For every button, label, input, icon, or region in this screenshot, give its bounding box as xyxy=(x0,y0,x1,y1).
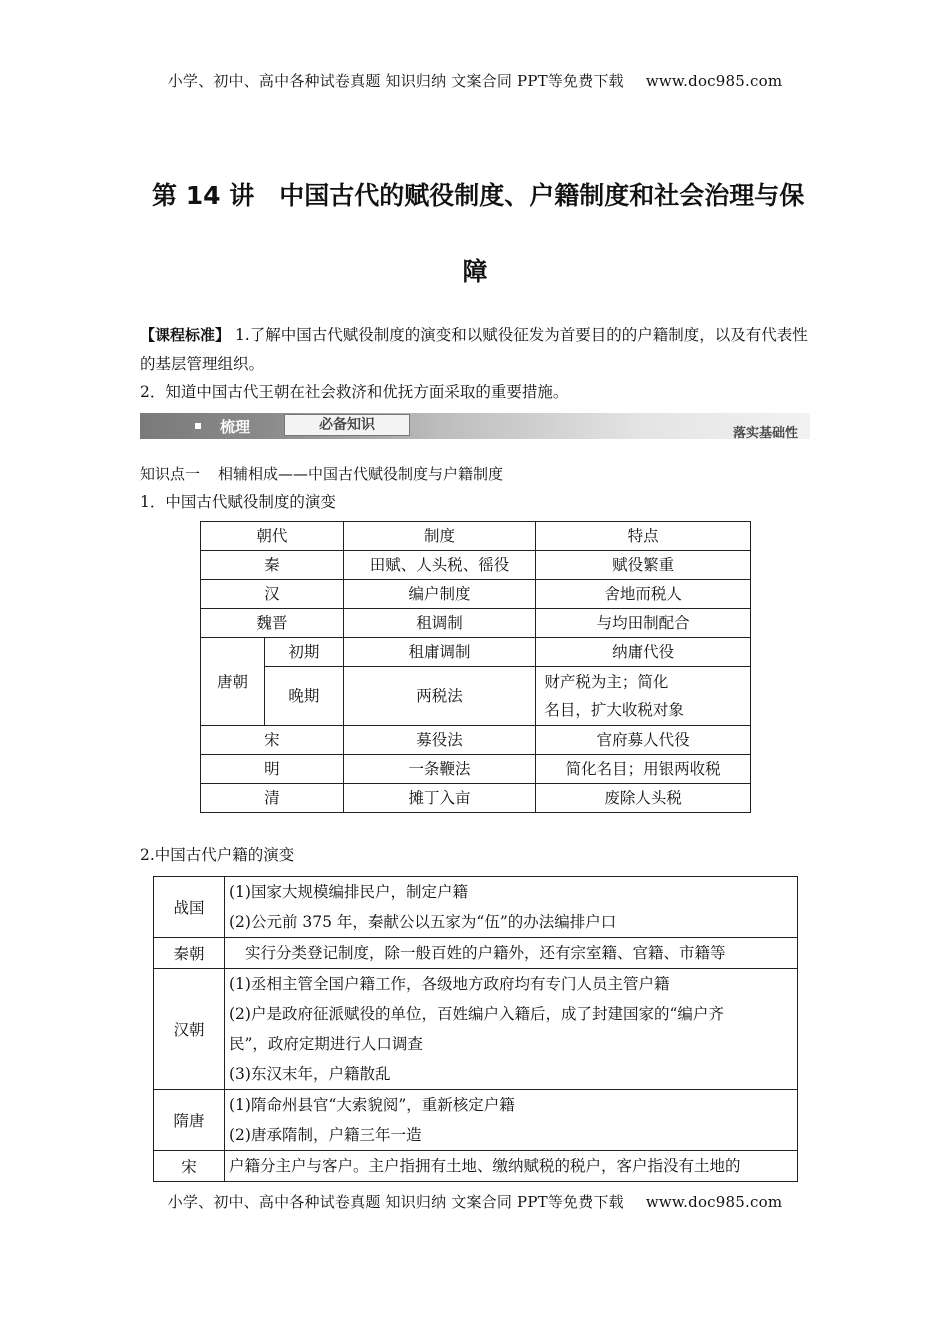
cell-feature: 纳庸代役 xyxy=(536,638,751,667)
table-row xyxy=(201,609,751,638)
knowledge-point-prefix: 知识点一 xyxy=(140,465,201,483)
content-line: (1)国家大规模编排民户，制定户籍 xyxy=(229,883,468,901)
tax-system-table xyxy=(200,521,751,813)
cell-content xyxy=(225,969,798,1090)
cell-content xyxy=(225,938,798,969)
table-header-row xyxy=(201,522,751,551)
standard-label: 【课程标准】 xyxy=(140,326,231,344)
cell-content xyxy=(225,877,798,938)
cell-content xyxy=(225,1151,798,1182)
cell-system: 租庸调制 xyxy=(343,638,536,667)
lesson-title: 第 14 讲 中国古代的赋役制度、户籍制度和社会治理与保 xyxy=(152,181,805,210)
content-line: (1)隋命州县官“大索貌阅”，重新核定户籍 xyxy=(229,1096,515,1114)
content-line: 户籍分主户与客户。主户指拥有土地、缴纳赋税的税户，客户指没有土地的 xyxy=(229,1157,741,1175)
header-system: 制度 xyxy=(343,522,536,551)
standard-item-1: 1.了解中国古代赋役制度的演变和以赋役征发为首要目的的户籍制度，以及有代表性的基层管理组织。 xyxy=(140,326,808,373)
content-line: (1)丞相主管全国户籍工作，各级地方政府均有专门人员主管户籍 xyxy=(229,975,670,993)
table-row xyxy=(154,1090,798,1151)
feature-line-2: 名目，扩大收税对象 xyxy=(544,701,684,719)
page-header xyxy=(0,70,950,91)
cell-system: 租调制 xyxy=(343,609,536,638)
table-row xyxy=(154,1151,798,1182)
table-row xyxy=(201,667,751,726)
table-row xyxy=(154,877,798,938)
cell-system: 一条鞭法 xyxy=(343,755,536,784)
footer-url[interactable]: www.doc985.com xyxy=(645,1193,783,1211)
cell-system: 募役法 xyxy=(343,726,536,755)
header-feature: 特点 xyxy=(536,522,751,551)
banner-right-text: 落实基础性 xyxy=(732,426,798,441)
cell-system: 两税法 xyxy=(343,667,536,726)
standard-item-2: 2．知道中国古代王朝在社会救济和优抚方面采取的重要措施。 xyxy=(140,383,569,401)
cell-era: 隋唐 xyxy=(154,1090,225,1151)
cell-era: 战国 xyxy=(154,877,225,938)
household-registry-table xyxy=(153,876,798,1182)
content-line: (2)唐承隋制，户籍三年一造 xyxy=(229,1126,422,1144)
content-line: 实行分类登记制度，除一般百姓的户籍外，还有宗室籍、官籍、市籍等 xyxy=(245,944,726,962)
content-line: (3)东汉末年，户籍散乱 xyxy=(229,1065,391,1083)
cell-era: 宋 xyxy=(154,1151,225,1182)
table-row xyxy=(201,638,751,667)
cell-system: 编户制度 xyxy=(343,580,536,609)
header-dynasty: 朝代 xyxy=(201,522,344,551)
section-1-title: 1．中国古代赋役制度的演变 xyxy=(140,493,336,511)
cell-dynasty: 宋 xyxy=(201,726,344,755)
cell-feature: 废除人头税 xyxy=(536,784,751,813)
page-footer xyxy=(0,1191,950,1212)
knowledge-point-title: 相辅相成——中国古代赋役制度与户籍制度 xyxy=(218,465,504,483)
table-row xyxy=(154,938,798,969)
table-row xyxy=(201,726,751,755)
cell-period: 初期 xyxy=(264,638,343,667)
header-url[interactable]: www.doc985.com xyxy=(645,72,783,90)
cell-dynasty: 明 xyxy=(201,755,344,784)
cell-feature: 赋役繁重 xyxy=(536,551,751,580)
cell-feature xyxy=(536,667,751,726)
cell-era: 汉朝 xyxy=(154,969,225,1090)
cell-dynasty: 秦 xyxy=(201,551,344,580)
banner-box: 必备知识 xyxy=(284,414,410,436)
cell-dynasty: 清 xyxy=(201,784,344,813)
table-row xyxy=(201,580,751,609)
curriculum-standard xyxy=(140,321,812,379)
content-line: (2)户是政府征派赋役的单位，百姓编户入籍后，成了封建国家的“编户齐 xyxy=(229,1005,724,1023)
cell-feature: 简化名目；用银两收税 xyxy=(536,755,751,784)
cell-content xyxy=(225,1090,798,1151)
cell-feature: 与均田制配合 xyxy=(536,609,751,638)
banner-square-icon xyxy=(195,423,201,429)
knowledge-point-heading xyxy=(140,463,503,484)
cell-feature: 舍地而税人 xyxy=(536,580,751,609)
table-row xyxy=(201,551,751,580)
table-row xyxy=(201,784,751,813)
header-text: 小学、初中、高中各种试卷真题 知识归纳 文案合同 PPT等免费下载 xyxy=(167,72,624,90)
cell-dynasty: 唐朝 xyxy=(201,638,265,726)
cell-feature: 官府募人代役 xyxy=(536,726,751,755)
section-2-title: 2.中国古代户籍的演变 xyxy=(140,846,295,864)
cell-system: 摊丁入亩 xyxy=(343,784,536,813)
banner-label: 梳理 xyxy=(220,418,251,436)
cell-system: 田赋、人头税、徭役 xyxy=(343,551,536,580)
footer-text: 小学、初中、高中各种试卷真题 知识归纳 文案合同 PPT等免费下载 xyxy=(167,1193,624,1211)
table-row xyxy=(154,969,798,1090)
table-row xyxy=(201,755,751,784)
lesson-title-continued: 障 xyxy=(462,257,488,286)
content-line: (2)公元前 375 年，秦献公以五家为“伍”的办法编排户口 xyxy=(229,913,617,931)
content-line: 民”，政府定期进行人口调查 xyxy=(229,1035,423,1053)
section-banner xyxy=(140,413,810,439)
cell-dynasty: 魏晋 xyxy=(201,609,344,638)
cell-era: 秦朝 xyxy=(154,938,225,969)
cell-period: 晚期 xyxy=(264,667,343,726)
feature-line-1: 财产税为主；简化 xyxy=(544,673,669,691)
cell-dynasty: 汉 xyxy=(201,580,344,609)
